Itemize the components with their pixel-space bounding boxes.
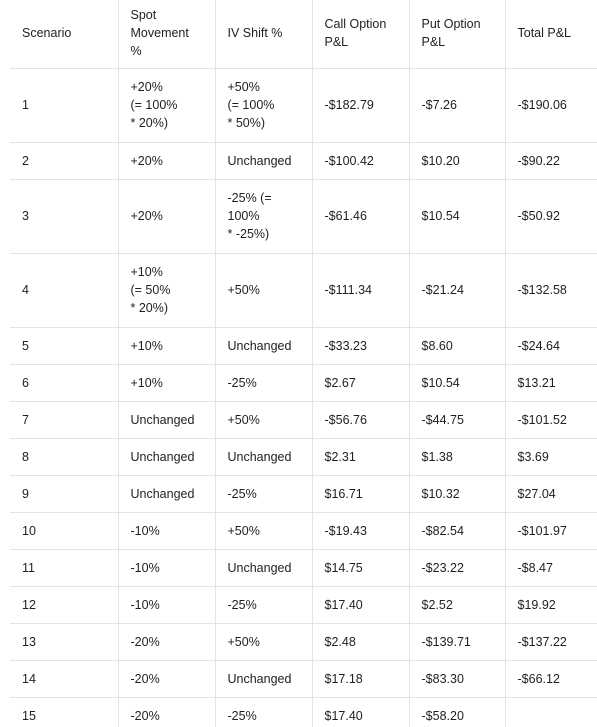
- cell-total-pnl: -$132.58: [505, 253, 597, 327]
- cell-call-pnl: $17.18: [312, 660, 409, 697]
- cell-iv-shift: Unchanged: [215, 660, 312, 697]
- cell-total-pnl: -$8.47: [505, 549, 597, 586]
- cell-iv-shift: -25%: [215, 364, 312, 401]
- cell-spot-movement: +10% (= 50% * 20%): [118, 253, 215, 327]
- cell-spot-movement: +10%: [118, 327, 215, 364]
- cell-spot-movement: -20%: [118, 660, 215, 697]
- cell-total-pnl: -$90.22: [505, 142, 597, 179]
- cell-put-pnl: -$7.26: [409, 68, 505, 142]
- cell-total-pnl: -$24.64: [505, 327, 597, 364]
- cell-put-pnl: $10.54: [409, 364, 505, 401]
- cell-iv-shift: Unchanged: [215, 327, 312, 364]
- cell-put-pnl: -$44.75: [409, 401, 505, 438]
- header-call-pnl: Call Option P&L: [312, 0, 409, 68]
- cell-scenario: 8: [10, 438, 118, 475]
- cell-put-pnl: -$82.54: [409, 512, 505, 549]
- cell-call-pnl: -$111.34: [312, 253, 409, 327]
- cell-call-pnl: -$100.42: [312, 142, 409, 179]
- cell-total-pnl: -$101.97: [505, 512, 597, 549]
- cell-total-pnl: -$101.52: [505, 401, 597, 438]
- cell-scenario: 4: [10, 253, 118, 327]
- cell-call-pnl: $2.31: [312, 438, 409, 475]
- cell-scenario: 3: [10, 179, 118, 253]
- cell-put-pnl: $10.32: [409, 475, 505, 512]
- cell-call-pnl: -$61.46: [312, 179, 409, 253]
- table-header: [10, 0, 597, 68]
- cell-total-pnl: $27.04: [505, 475, 597, 512]
- cell-iv-shift: -25%: [215, 586, 312, 623]
- table-row: [10, 364, 597, 401]
- cell-call-pnl: $17.40: [312, 697, 409, 727]
- cell-scenario: 15: [10, 697, 118, 727]
- cell-iv-shift: +50%: [215, 512, 312, 549]
- cell-scenario: 12: [10, 586, 118, 623]
- cell-spot-movement: Unchanged: [118, 438, 215, 475]
- table-row: [10, 438, 597, 475]
- cell-total-pnl: $19.92: [505, 586, 597, 623]
- table-row: [10, 327, 597, 364]
- cell-total-pnl: -$190.06: [505, 68, 597, 142]
- table-row: [10, 253, 597, 327]
- cell-spot-movement: Unchanged: [118, 475, 215, 512]
- cell-put-pnl: -$139.71: [409, 623, 505, 660]
- cell-put-pnl: -$21.24: [409, 253, 505, 327]
- cell-scenario: 10: [10, 512, 118, 549]
- cell-iv-shift: +50%: [215, 623, 312, 660]
- header-iv-shift: IV Shift %: [215, 0, 312, 68]
- cell-iv-shift: Unchanged: [215, 549, 312, 586]
- cell-put-pnl: $10.20: [409, 142, 505, 179]
- cell-iv-shift: Unchanged: [215, 438, 312, 475]
- header-row: [10, 0, 597, 68]
- table-row: [10, 660, 597, 697]
- cell-scenario: 14: [10, 660, 118, 697]
- table-row: [10, 512, 597, 549]
- table-row: [10, 697, 597, 727]
- cell-spot-movement: +20%: [118, 142, 215, 179]
- cell-put-pnl: $8.60: [409, 327, 505, 364]
- cell-scenario: 9: [10, 475, 118, 512]
- header-put-pnl: Put Option P&L: [409, 0, 505, 68]
- cell-put-pnl: $10.54: [409, 179, 505, 253]
- table-row: [10, 475, 597, 512]
- cell-put-pnl: $1.38: [409, 438, 505, 475]
- cell-put-pnl: -$83.30: [409, 660, 505, 697]
- cell-call-pnl: $2.48: [312, 623, 409, 660]
- cell-total-pnl: [505, 697, 597, 727]
- cell-spot-movement: +20% (= 100% * 20%): [118, 68, 215, 142]
- cell-total-pnl: -$137.22: [505, 623, 597, 660]
- cell-iv-shift: -25% (= 100% * -25%): [215, 179, 312, 253]
- table-row: [10, 179, 597, 253]
- header-scenario: Scenario: [22, 26, 72, 41]
- cell-scenario: 13: [10, 623, 118, 660]
- cell-put-pnl: -$58.20: [409, 697, 505, 727]
- cell-spot-movement: +20%: [118, 179, 215, 253]
- cell-call-pnl: $2.67: [312, 364, 409, 401]
- cell-iv-shift: +50%: [215, 253, 312, 327]
- cell-total-pnl: $3.69: [505, 438, 597, 475]
- cell-call-pnl: -$56.76: [312, 401, 409, 438]
- header-spot-movement: Spot Movement %: [118, 0, 215, 68]
- cell-spot-movement: -10%: [118, 549, 215, 586]
- header-total-pnl: Total P&L: [505, 0, 597, 68]
- cell-spot-movement: -10%: [118, 586, 215, 623]
- cell-spot-movement: +10%: [118, 364, 215, 401]
- table-row: [10, 68, 597, 142]
- cell-iv-shift: +50%: [215, 401, 312, 438]
- cell-spot-movement: Unchanged: [118, 401, 215, 438]
- cell-put-pnl: -$23.22: [409, 549, 505, 586]
- cell-scenario: 1: [10, 68, 118, 142]
- cell-spot-movement: -20%: [118, 623, 215, 660]
- table-body: [10, 68, 597, 727]
- cell-call-pnl: -$19.43: [312, 512, 409, 549]
- cell-iv-shift: +50% (= 100% * 50%): [215, 68, 312, 142]
- cell-scenario: 5: [10, 327, 118, 364]
- cell-iv-shift: -25%: [215, 697, 312, 727]
- cell-call-pnl: $14.75: [312, 549, 409, 586]
- table-row: [10, 623, 597, 660]
- table-row: [10, 401, 597, 438]
- table-row: [10, 549, 597, 586]
- cell-iv-shift: -25%: [215, 475, 312, 512]
- table-row: [10, 142, 597, 179]
- cell-scenario: 6: [10, 364, 118, 401]
- cell-total-pnl: $13.21: [505, 364, 597, 401]
- cell-scenario: 7: [10, 401, 118, 438]
- cell-spot-movement: -10%: [118, 512, 215, 549]
- cell-call-pnl: -$33.23: [312, 327, 409, 364]
- cell-scenario: 2: [10, 142, 118, 179]
- cell-total-pnl: -$66.12: [505, 660, 597, 697]
- cell-put-pnl: $2.52: [409, 586, 505, 623]
- cell-call-pnl: -$182.79: [312, 68, 409, 142]
- cell-call-pnl: $16.71: [312, 475, 409, 512]
- cell-iv-shift: Unchanged: [215, 142, 312, 179]
- cell-call-pnl: $17.40: [312, 586, 409, 623]
- cell-scenario: 11: [10, 549, 118, 586]
- table-row: [10, 586, 597, 623]
- cell-spot-movement: -20%: [118, 697, 215, 727]
- cell-total-pnl: -$50.92: [505, 179, 597, 253]
- scenario-pnl-table: [10, 0, 597, 727]
